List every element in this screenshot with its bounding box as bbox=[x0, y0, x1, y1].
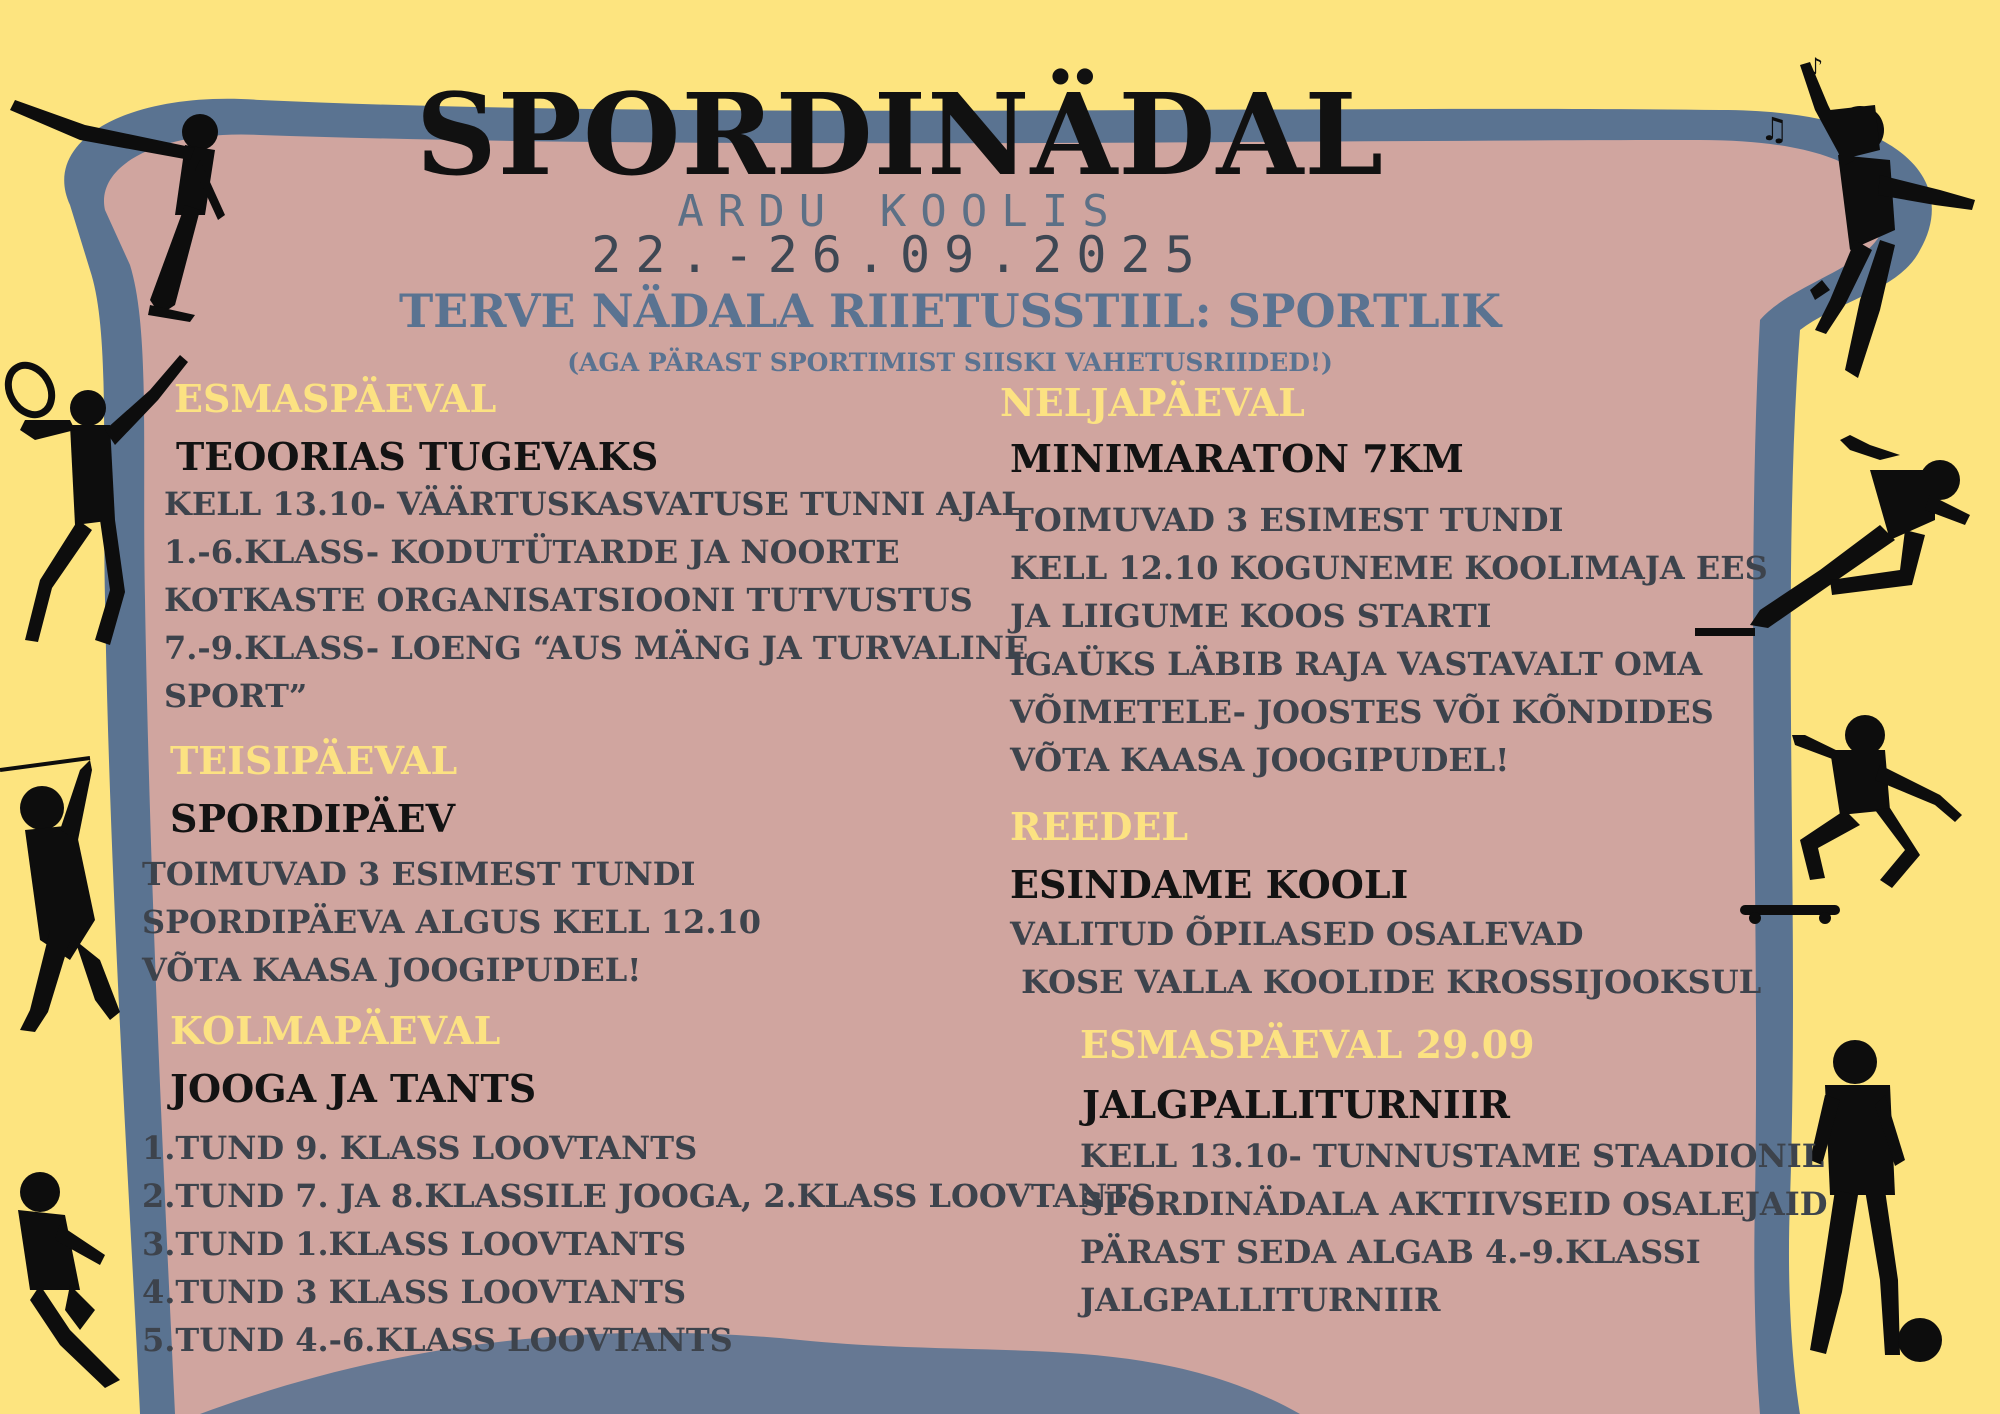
detail-line: 5.TUND 4.-6.KLASS LOOVTANTS bbox=[142, 1321, 733, 1359]
detail-line: KELL 12.10 KOGUNEME KOOLIMAJA EES bbox=[1010, 549, 1768, 587]
details-thursday bbox=[1010, 496, 1768, 784]
detail-line: VALITUD ÕPILASED OSALEVAD bbox=[1010, 915, 1584, 953]
detail-line: VÕIMETELE- JOOSTES VÕI KÕNDIDES bbox=[1010, 693, 1714, 731]
details-wednesday bbox=[142, 1124, 1154, 1364]
poster-title: SPORDINÄDAL bbox=[415, 70, 1385, 201]
dress-code: TERVE NÄDALA RIIETUSSTIIL: SPORTLIK bbox=[398, 284, 1502, 338]
detail-line: PÄRAST SEDA ALGAB 4.-9.KLASSI bbox=[1080, 1233, 1701, 1271]
event-title-thursday: MINIMARATON 7KM bbox=[1010, 436, 1464, 481]
detail-line: JA LIIGUME KOOS STARTI bbox=[1010, 597, 1492, 635]
details-friday bbox=[1010, 910, 1761, 1006]
day-heading-thursday: NELJAPÄEVAL bbox=[1000, 380, 1305, 425]
event-dates: 22.-26.09.2025 bbox=[591, 226, 1209, 284]
detail-line: 7.-9.KLASS- LOENG “AUS MÄNG JA TURVALINE bbox=[164, 629, 1029, 667]
detail-line: VÕTA KAASA JOOGIPUDEL! bbox=[142, 951, 642, 989]
day-heading-tuesday: TEISIPÄEVAL bbox=[170, 738, 458, 783]
detail-line: 4.TUND 3 KLASS LOOVTANTS bbox=[142, 1273, 687, 1311]
event-title-tuesday: SPORDIPÄEV bbox=[170, 796, 456, 841]
detail-line: TOIMUVAD 3 ESIMEST TUNDI bbox=[142, 855, 696, 893]
day-heading-wednesday: KOLMAPÄEVAL bbox=[170, 1008, 501, 1053]
event-title-next-monday: JALGPALLITURNIIR bbox=[1082, 1082, 1511, 1127]
detail-line: TOIMUVAD 3 ESIMEST TUNDI bbox=[1010, 501, 1564, 539]
dress-code-note: (AGA PÄRAST SPORTIMIST SIISKI VAHETUSRIIDED!) bbox=[567, 348, 1333, 377]
detail-line: 1.-6.KLASS- KODUTÜTARDE JA NOORTE bbox=[164, 533, 900, 571]
details-monday bbox=[164, 480, 1028, 720]
runner-woman-icon bbox=[18, 1172, 120, 1388]
detail-line: VÕTA KAASA JOOGIPUDEL! bbox=[1010, 741, 1510, 779]
svg-text:♫: ♫ bbox=[1760, 110, 1789, 148]
details-next-monday bbox=[1080, 1132, 1827, 1324]
detail-line: SPORDINÄDALA AKTIIVSEID OSALEJAID bbox=[1080, 1185, 1828, 1223]
day-heading-monday: ESMASPÄEVAL bbox=[174, 376, 497, 421]
detail-line: KOTKASTE ORGANISATSIOONI TUTVUSTUS bbox=[164, 581, 973, 619]
detail-line: JALGPALLITURNIIR bbox=[1080, 1281, 1441, 1319]
event-title-monday: TEOORIAS TUGEVAKS bbox=[176, 434, 659, 479]
svg-text:♪: ♪ bbox=[1808, 53, 1824, 81]
detail-line: 3.TUND 1.KLASS LOOVTANTS bbox=[142, 1225, 687, 1263]
detail-line: SPORDIPÄEVA ALGUS KELL 12.10 bbox=[142, 903, 761, 941]
details-tuesday bbox=[142, 850, 761, 994]
detail-line: KOSE VALLA KOOLIDE KROSSIJOOKSUL bbox=[1010, 963, 1762, 1001]
detail-line: SPORT” bbox=[164, 677, 308, 715]
soccer-player-icon bbox=[1810, 1040, 1942, 1362]
day-heading-next-monday: ESMASPÄEVAL 29.09 bbox=[1080, 1022, 1535, 1067]
detail-line: IGAÜKS LÄBIB RAJA VASTAVALT OMA bbox=[1010, 645, 1703, 683]
day-heading-friday: REEDEL bbox=[1010, 804, 1189, 849]
event-title-wednesday: JOOGA JA TANTS bbox=[170, 1066, 537, 1111]
detail-line: 1.TUND 9. KLASS LOOVTANTS bbox=[142, 1129, 698, 1167]
detail-line: KELL 13.10- TUNNUSTAME STAADIONIL bbox=[1080, 1137, 1825, 1175]
detail-line: 2.TUND 7. JA 8.KLASSILE JOOGA, 2.KLASS LOOVTANTS bbox=[142, 1177, 1155, 1215]
event-title-friday: ESINDAME KOOLI bbox=[1010, 862, 1409, 907]
golfer-icon bbox=[0, 758, 120, 1032]
school-subtitle: ARDU KOOLIS bbox=[677, 186, 1123, 237]
detail-line: KELL 13.10- VÄÄRTUSKASVATUSE TUNNI AJAL bbox=[164, 485, 1024, 523]
